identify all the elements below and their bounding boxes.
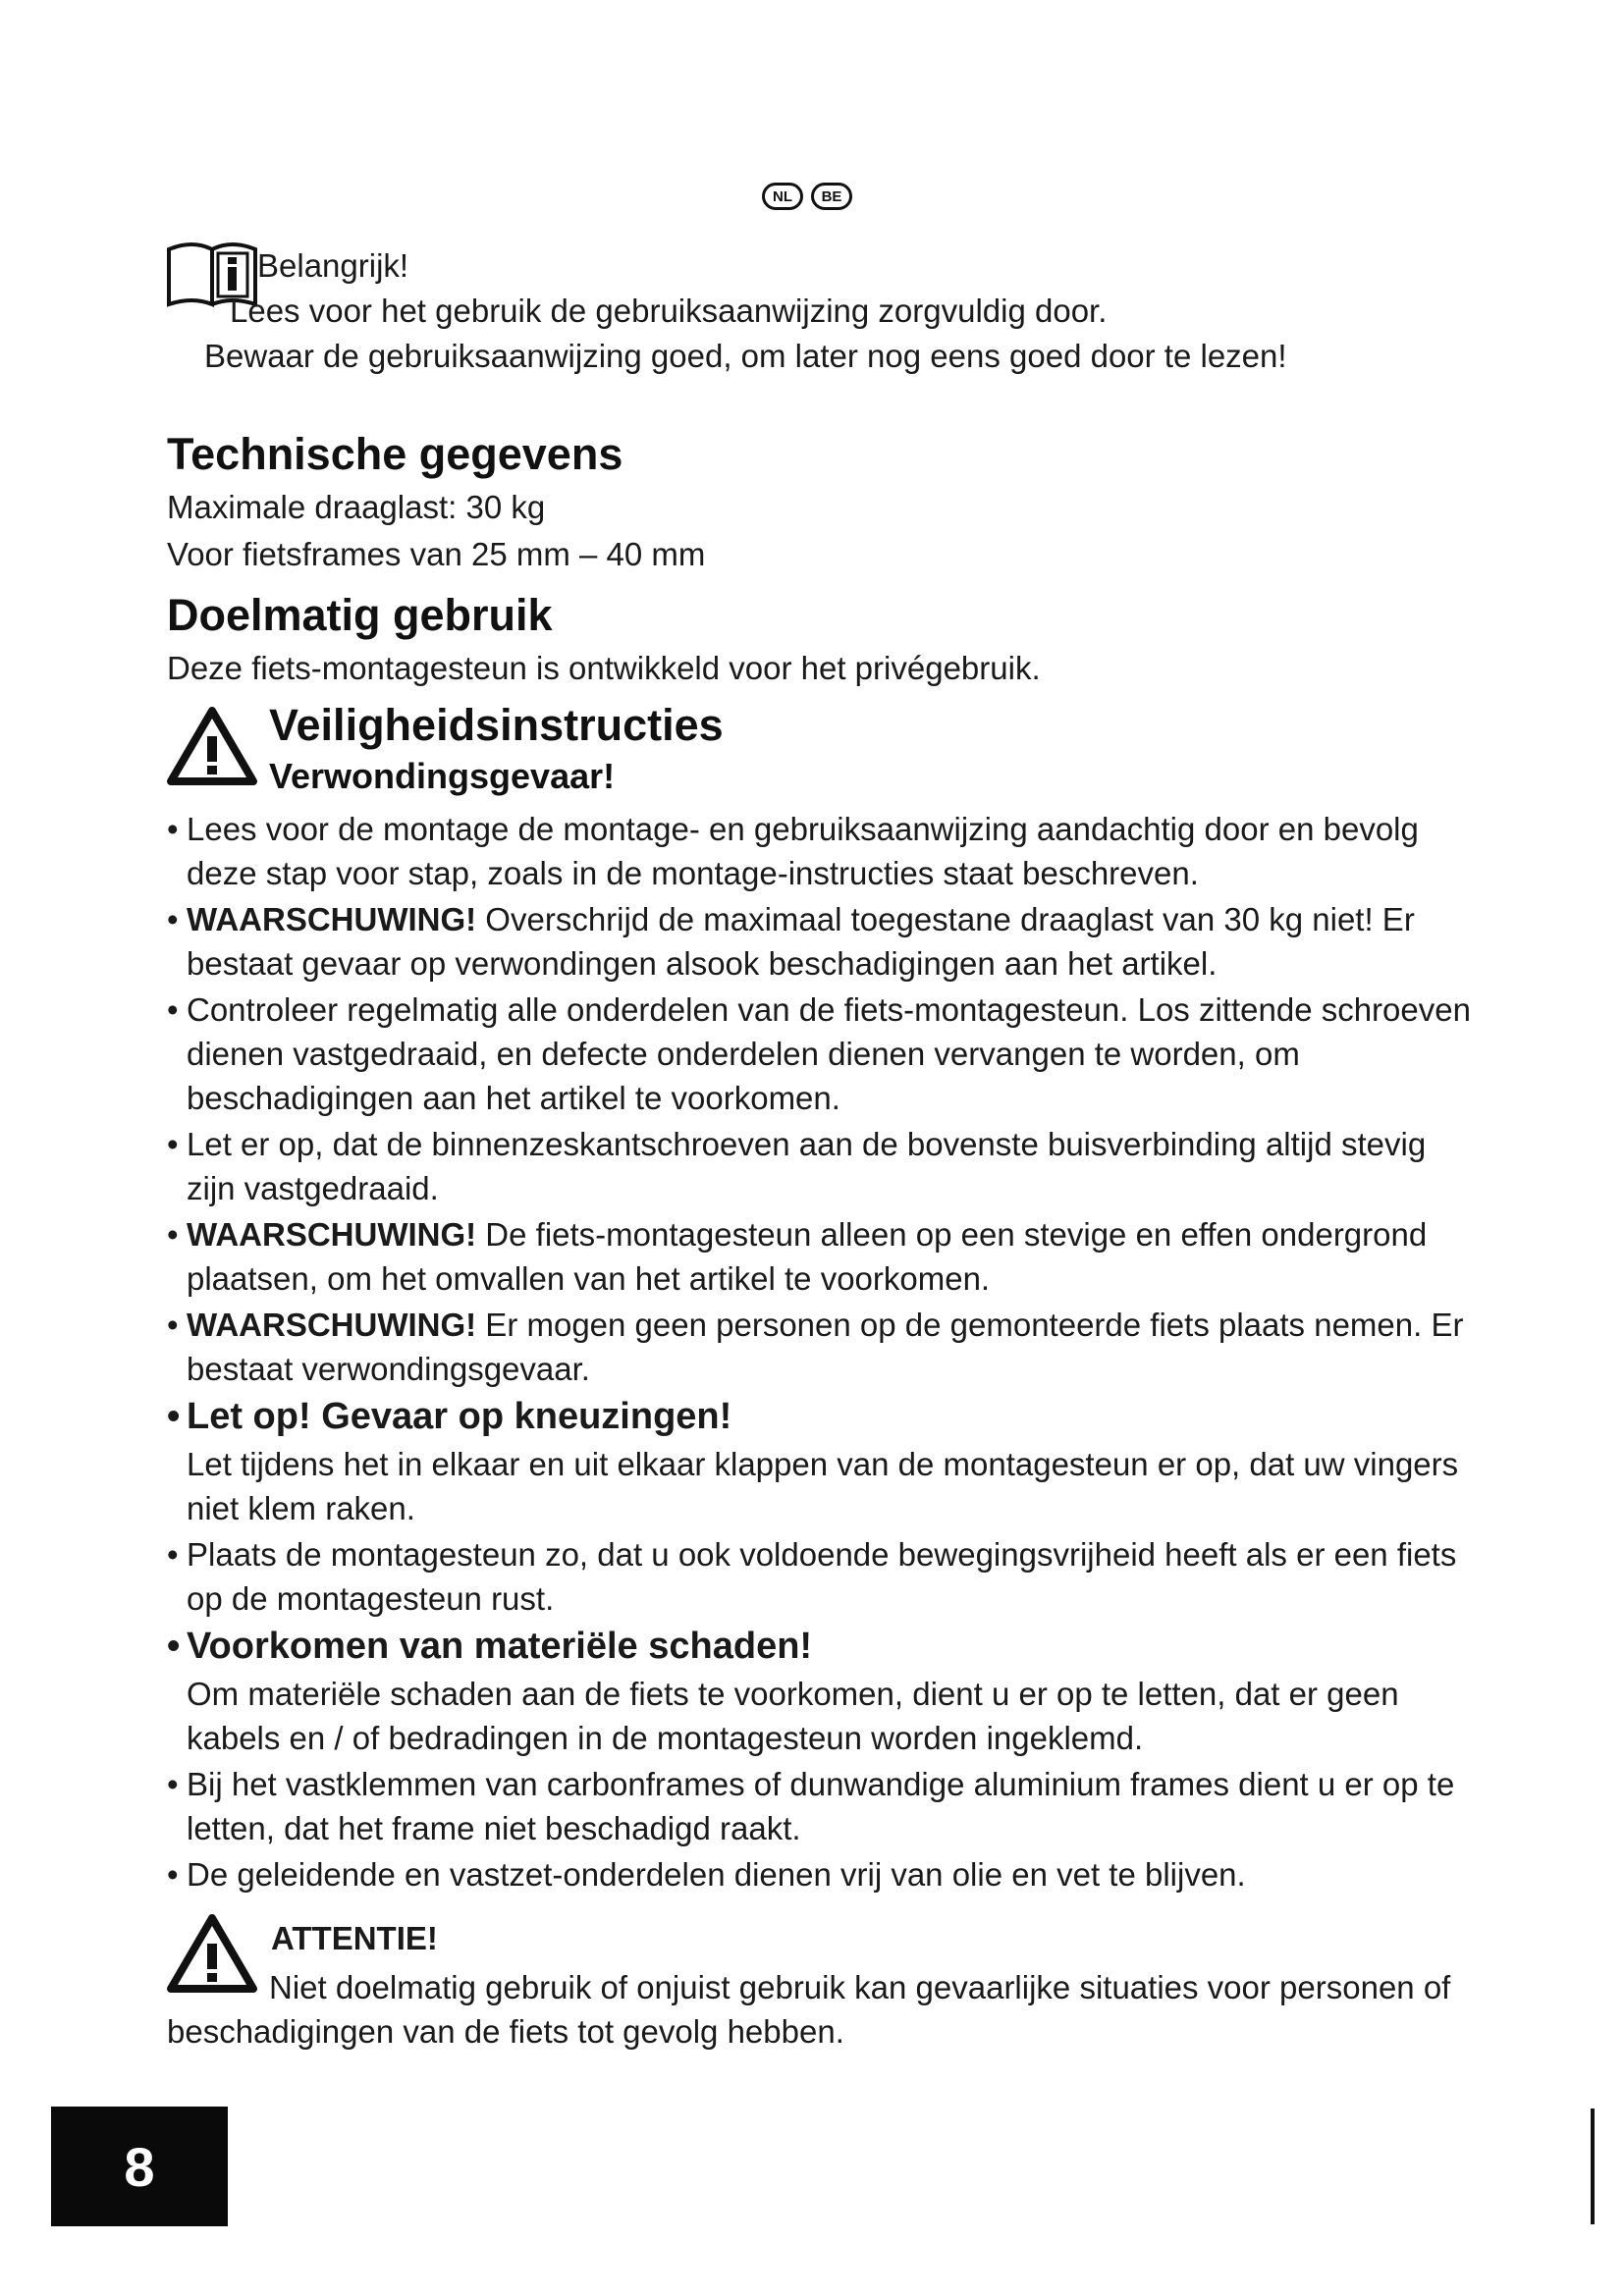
damage-text: Om materiële schaden aan de fiets te voorkomen, dient u er op te letten, dat er geen kabels en / of bedradingen in de montagesteun worden ingeklemd. <box>187 1676 1399 1756</box>
use-heading: Doelmatig gebruik <box>167 590 553 640</box>
safety-list <box>167 807 1483 1896</box>
safety-item: • WAARSCHUWING! De fiets-montagesteun alleen op een stevige en effen ondergrond plaatsen, om het omvallen van het artikel te voorkomen. <box>167 1216 1428 1297</box>
attention-text: Niet doelmatig gebruik of onjuist gebruik kan gevaarlijke situaties voor personen of beschadigingen van de fiets tot gevolg hebben. <box>167 1969 1451 2050</box>
country-badge-nl: NL <box>762 183 803 210</box>
country-badges <box>762 183 852 210</box>
notice-line-1: Lees voor het gebruik de gebruiksaanwijzing zorgvuldig door. <box>230 293 1108 329</box>
safety-heading: Veiligheidsinstructies <box>269 700 724 750</box>
safety-item: • Lees voor de montage de montage- en gebruiksaanwijzing aandachtig door en bevolg deze stap voor stap, zoals in de montage-instructies staat beschreven. <box>167 811 1419 891</box>
use-text: Deze fiets-montagesteun is ontwikkeld voor het privégebruik. <box>167 650 1041 686</box>
safety-item: • Plaats de montagesteun zo, dat u ook voldoende bewegingsvrijheid heeft als er een fiets op de montagesteun rust. <box>167 1536 1457 1617</box>
page-number: 8 <box>51 2107 228 2226</box>
attention-heading: ATTENTIE! <box>271 1920 438 1956</box>
safety-item: • Let er op, dat de binnenzeskantschroeven aan de bovenste buisverbinding altijd stevig zijn vastgedraaid. <box>167 1126 1427 1206</box>
page-edge-line <box>1591 2109 1595 2224</box>
safety-subheading: Verwondingsgevaar! <box>269 756 616 796</box>
damage-heading: • Voorkomen van materiële schaden! <box>167 1626 813 1667</box>
safety-item: • De geleidende en vastzet-onderdelen dienen vrij van olie en vet te blijven. <box>167 1856 1246 1893</box>
notice-title: Belangrijk! <box>257 247 409 284</box>
notice-line-2: Bewaar de gebruiksaanwijzing goed, om later nog eens goed door te lezen! <box>204 338 1287 374</box>
crush-text: Let tijdens het in elkaar en uit elkaar klappen van de montagesteun er op, dat uw vingers niet klem raken. <box>187 1446 1459 1526</box>
country-badge-be: BE <box>811 183 852 210</box>
safety-item: • Bij het vastklemmen van carbonframes of dunwandige aluminium frames dient u er op te letten, dat het frame niet beschadigd raakt. <box>167 1766 1455 1846</box>
warning-triangle-icon <box>165 705 259 787</box>
safety-item: • WAARSCHUWING! Er mogen geen personen op de gemonteerde fiets plaats nemen. Er bestaat verwondingsgevaar. <box>167 1307 1464 1387</box>
tech-heading: Technische gegevens <box>167 429 623 479</box>
tech-line-2: Voor fietsframes van 25 mm – 40 mm <box>167 536 706 572</box>
crush-heading: • Let op! Gevaar op kneuzingen! <box>167 1396 732 1437</box>
safety-item: • WAARSCHUWING! Overschrijd de maximaal toegestane draaglast van 30 kg niet! Er bestaat gevaar op verwondingen alsook beschadigingen aan het artikel. <box>167 901 1415 982</box>
safety-item: • Controleer regelmatig alle onderdelen van de fiets-montagesteun. Los zittende schroeven dienen vastgedraaid, en defecte onderdelen dienen vervangen te worden, om beschadigingen aan het artikel te voorkomen. <box>167 991 1471 1116</box>
tech-line-1: Maximale draaglast: 30 kg <box>167 489 546 525</box>
